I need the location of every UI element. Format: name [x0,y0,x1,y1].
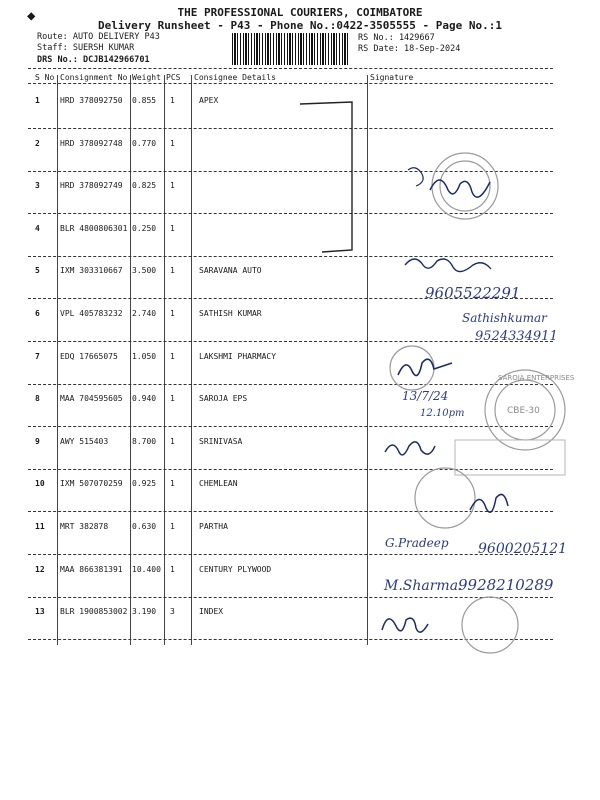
handwritten-date-row8: 13/7/24 [402,389,449,403]
row-weight: 0.940 [132,394,157,403]
drs-number: DRS No.: DCJB142966701 [37,55,150,65]
row-consignee: PARTHA [199,522,228,531]
corner-mark: ◆ [27,8,36,24]
row-sno: 5 [35,266,40,275]
row-sno: 12 [35,565,45,574]
bracket-mark [300,102,352,252]
col-header-consignee: Consignee Details [194,73,276,82]
signature-scribble [430,180,490,197]
handwritten-phone-row11: 9600205121 [478,541,568,557]
row-consignment-no: MAA 704595605 [60,394,123,403]
col-header-weight: Weight [132,73,161,82]
row-consignment-no: EDQ 17665075 [60,352,118,361]
row-pcs: 1 [170,565,175,574]
row-pcs: 1 [170,522,175,531]
row-consignment-no: HRD 378092750 [60,96,123,105]
row-weight: 2.740 [132,309,157,318]
row-weight: 8.700 [132,437,157,446]
row-weight: 3.190 [132,607,157,616]
col-header-signature: Signature [370,73,414,82]
signature-scribble [405,259,491,272]
row-consignment-no: HRD 378092748 [60,139,123,148]
row-sno: 9 [35,437,40,446]
handwritten-time-row8: 12.10pm [420,408,465,419]
row-consignee: SRINIVASA [199,437,243,446]
row-sno: 13 [35,607,45,616]
row-pcs: 1 [170,437,175,446]
staff-label: Staff: SUERSH KUMAR [37,43,135,53]
handwritten-name-row11: G.Pradeep [385,536,449,550]
row-pcs: 1 [170,96,175,105]
row-consignment-no: MRT 382878 [60,522,109,531]
rs-date: RS Date: 18-Sep-2024 [358,44,461,54]
row-consignment-no: BLR 4800806301 [60,224,128,233]
row-pcs: 1 [170,394,175,403]
row-weight: 1.050 [132,352,157,361]
row-weight: 0.630 [132,522,157,531]
stamp-text-cbe: CBE-30 [507,406,540,416]
round-stamp [440,161,490,211]
row-pcs: 1 [170,266,175,275]
row-pcs: 1 [170,139,175,148]
row-consignee: APEX [199,96,219,105]
handwritten-name-row6: Sathishkumar [462,311,547,325]
row-consignment-no: IXM 507070259 [60,479,123,488]
row-consignment-no: VPL 405783232 [60,309,123,318]
row-consignment-no: BLR 1900853002 [60,607,128,616]
col-header-pcs: PCS [166,73,181,82]
signature-scribble [470,494,508,512]
signature-scribble [382,618,428,632]
stamp-ring-text: SAROJA ENTERPRISES [498,374,575,382]
row-weight: 0.770 [132,139,157,148]
row-sno: 6 [35,309,40,318]
round-stamp [415,468,475,528]
row-sno: 2 [35,139,40,148]
row-consignment-no: AWY 515403 [60,437,109,446]
row-consignee: LAKSHMI PHARMACY [199,352,277,361]
signature-scribble [398,359,452,375]
row-pcs: 1 [170,309,175,318]
signature-scribble [408,168,423,186]
row-consignee: SARAVANA AUTO [199,266,262,275]
row-pcs: 1 [170,224,175,233]
row-consignee: CHEMLEAN [199,479,238,488]
row-pcs: 1 [170,181,175,190]
round-stamp [390,346,434,390]
row-sno: 10 [35,479,45,488]
rectangular-stamp [455,440,565,475]
row-weight: 3.500 [132,266,157,275]
row-sno: 7 [35,352,40,361]
route-label: Route: AUTO DELIVERY P43 [37,32,160,42]
row-weight: 0.855 [132,96,157,105]
runsheet-title: Delivery Runsheet - P43 - Phone No.:0422-3505555 - Page No.:1 [98,19,502,32]
handwritten-name-row12: M.Sharma. [384,578,463,594]
row-sno: 4 [35,224,40,233]
row-consignee: CENTURY PLYWOOD [199,565,272,574]
row-sno: 1 [35,96,40,105]
handwritten-phone-row5: 9605522291 [425,284,521,302]
row-weight: 0.250 [132,224,157,233]
row-sno: 3 [35,181,40,190]
col-header-sno: S No [35,73,55,82]
row-consignment-no: IXM 303310667 [60,266,123,275]
row-consignment-no: MAA 866381391 [60,565,123,574]
company-title: THE PROFESSIONAL COURIERS, COIMBATORE [177,6,423,19]
handwritten-phone-row6: 9524334911 [475,329,558,344]
row-consignee: INDEX [199,607,224,616]
row-consignee: SATHISH KUMAR [199,309,262,318]
row-weight: 10.400 [132,565,161,574]
handwritten-phone-row12: 9928210289 [458,576,554,594]
row-pcs: 1 [170,352,175,361]
col-header-consignment: Consignment No [60,73,128,82]
row-sno: 8 [35,394,40,403]
row-weight: 0.925 [132,479,157,488]
row-consignee: SAROJA EPS [199,394,248,403]
round-stamp [462,597,518,653]
row-weight: 0.825 [132,181,157,190]
row-pcs: 1 [170,479,175,488]
row-pcs: 3 [170,607,175,616]
signature-scribble [385,442,435,455]
row-sno: 11 [35,522,45,531]
row-consignment-no: HRD 378092749 [60,181,123,190]
rs-number: RS No.: 1429667 [358,33,435,43]
